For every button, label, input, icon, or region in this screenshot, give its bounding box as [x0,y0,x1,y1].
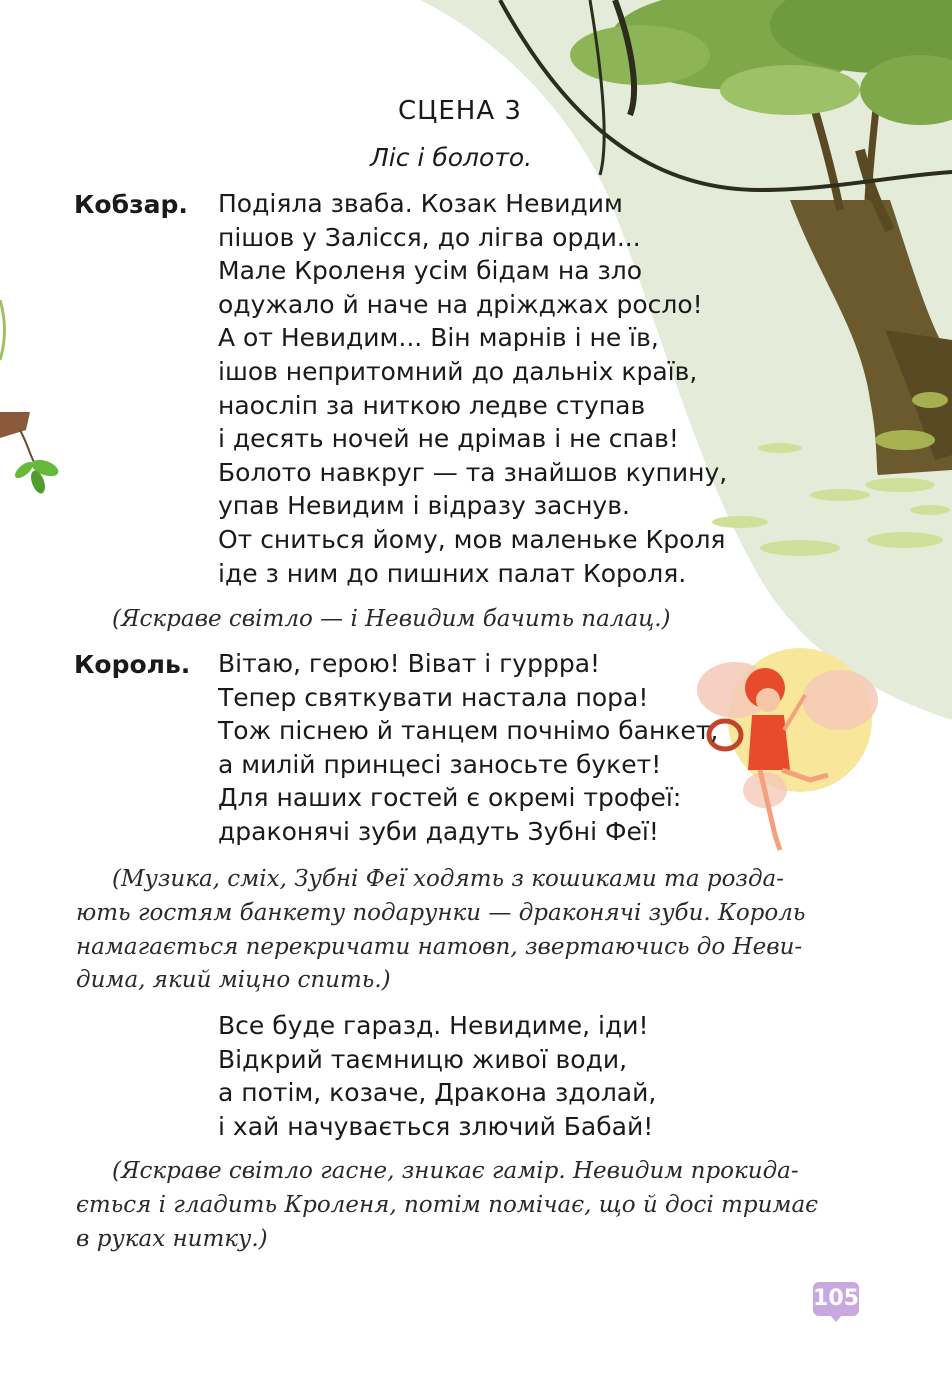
stage-line: ється і гладить Кроленя, потім помічає, що й досі тримає [76,1191,819,1218]
speaker-korol: Король. [74,650,191,679]
verse-line: упав Невидим і відразу заснув. [218,491,630,521]
stage-direction [76,1155,818,1256]
verse-line: Вітаю, герою! Віват і гуррра! [218,649,601,678]
verse-line: ішов непритомний до дальніх країв, [218,356,698,386]
stage-line: (Яскраве світло гасне, зникає гамір. Невидим прокида- [112,1158,799,1184]
branch-leaves-illustration [0,300,61,495]
stage-line: намагається перекричати натовп, звертаючись до Неви- [76,933,803,960]
stage-line: ють гостям банкету подарунки — драконячі зуби. Король [76,899,806,926]
verse-line: Подіяла зваба. Козак Невидим [218,189,623,218]
verse-line: а потім, козаче, Дракона здолай, [218,1078,657,1108]
verse-line: Все буде гаразд. Невидиме, іди! [218,1011,649,1040]
verse-line: От сниться йому, мов маленьке Кроля [218,524,726,554]
scene-title: СЦЕНА 3 [398,96,522,126]
verse-line: Тож піснею й танцем почнімо банкет, [218,716,719,746]
verse-line: Для наших гостей є окремі трофеї: [218,783,682,813]
stage-direction [112,603,671,637]
korol-verse-continued [218,1009,656,1143]
verse-line: одужало й наче на дріжджах росло! [218,289,703,319]
verse-line: іде з ним до пишних палат Короля. [218,558,687,588]
verse-line: Мале Кроленя усім бідам на зло [218,256,643,286]
korol-verse [218,647,718,849]
stage-line: в руках нитку.) [76,1225,268,1252]
stage-line: (Яскраве світло — і Невидим бачить палац.) [112,606,671,632]
verse-line: і хай начувається злючий Бабай! [218,1111,654,1141]
speaker-kobzar: Кобзар. [74,190,188,219]
verse-line: і десять ночей не дрімав і не спав! [218,424,679,454]
verse-line: Тепер святкувати настала пора! [218,682,649,712]
verse-line: А от Невидим... Він марнів і не їв, [218,323,659,353]
stage-direction [76,863,805,998]
stage-line: (Музика, сміх, Зубні Феї ходять з кошиками та розда- [112,866,785,892]
verse-line: Болото навкруг — та знайшов купину, [218,457,728,487]
verse-line: драконячі зуби дадуть Зубні Феї! [218,816,659,846]
stage-line: дима, який міцно спить.) [76,967,391,994]
scene-setting: Ліс і болото. [370,143,533,172]
verse-line: Відкрий таємницю живої води, [218,1044,628,1074]
page-number-tail [829,1314,843,1322]
verse-line: а милій принцесі заносьте букет! [218,749,662,779]
tooth-fairy-illustration [697,648,878,850]
verse-line: пішов у Залісся, до лігва орди... [218,222,641,252]
page-number: 105 [813,1282,859,1316]
verse-line: наосліп за ниткою ледве ступав [218,390,646,420]
kobzar-verse [218,187,727,590]
